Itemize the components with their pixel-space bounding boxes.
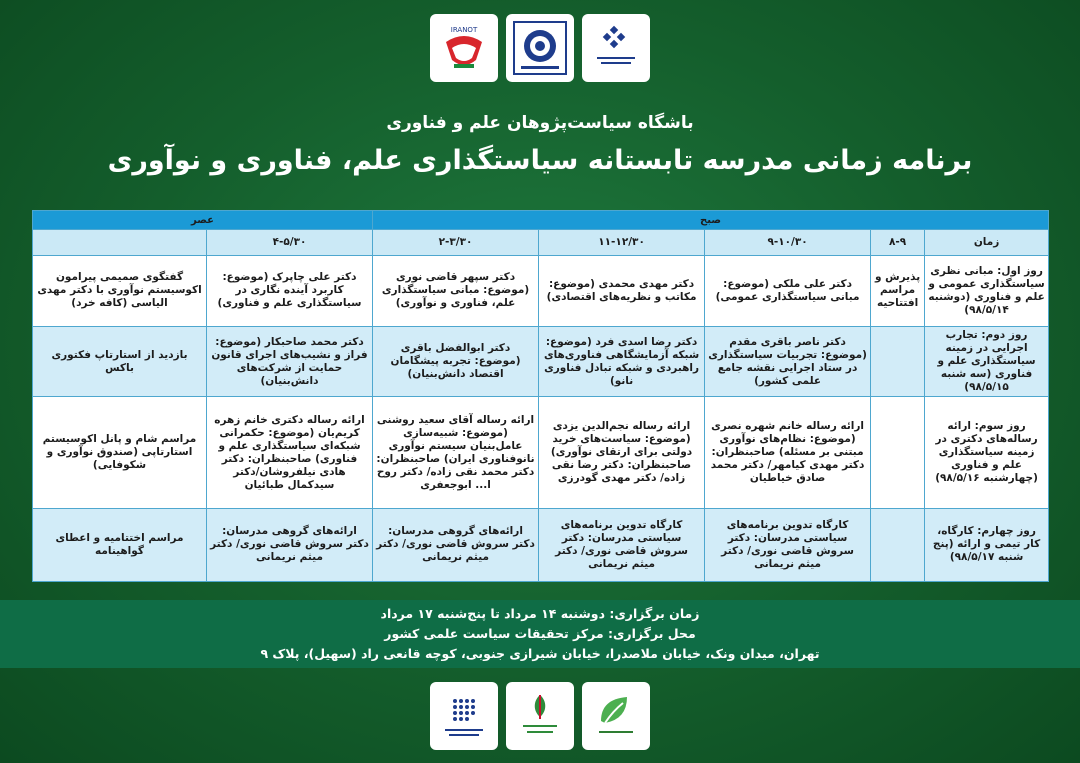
- session-cell: بازدید از استارتاپ فکتوری باکس: [33, 326, 207, 397]
- leaf-emblem-icon: [587, 687, 645, 745]
- bottom-logo-row: [0, 682, 1080, 750]
- table-row: [33, 508, 1049, 581]
- time-header-label: زمان: [925, 230, 1049, 255]
- session-cell: ارائه رساله خانم شهره نصری (موضوع: نظام‌های نوآوری مبتنی بر مسئله) صاحبنظران: دکتر مهدی کیامهر/ دکتر محمد صادق خیاطیان: [705, 397, 871, 509]
- time-slot: ۲-۳/۳۰: [373, 230, 539, 255]
- table-row: [33, 397, 1049, 509]
- session-cell: ارائه رساله نجم‌الدین یزدی (موضوع: سیاست‌های خرید دولتی برای ارتقای نوآوری) صاحبنظران: دکتر رضا نقی زاده/ دکتر مهدی گودرزی: [539, 397, 705, 509]
- session-cell: دکتر علی چاپرک (موضوع: کاربرد آینده نگاری در سیاستگذاری علم و فناوری): [207, 255, 373, 326]
- event-info-band: [0, 600, 1080, 668]
- iran-emblem-icon: [511, 687, 569, 745]
- gear-emblem-icon: [511, 19, 569, 77]
- top-logo-row: [0, 14, 1080, 82]
- session-cell: ارائه‌های گروهی مدرسان: دکتر سروش قاضی نوری/ دکتر میثم نریمانی: [373, 508, 539, 581]
- event-venue: محل برگزاری: مرکز تحقیقات سیاست علمی کشور: [384, 626, 696, 641]
- session-cell: کارگاه تدوین برنامه‌های سیاستی مدرسان: دکتر سروش قاضی نوری/ دکتر میثم نریمانی: [705, 508, 871, 581]
- time-slot: ۸-۹: [871, 230, 925, 255]
- club-title: باشگاه سیاست‌پژوهان علم و فناوری: [386, 113, 694, 133]
- period-afternoon: عصر: [33, 211, 373, 230]
- event-time: زمان برگزاری: دوشنبه ۱۴ مرداد تا پنج‌شنبه ۱۷ مرداد: [380, 606, 700, 621]
- time-slot: ۹-۱۰/۳۰: [705, 230, 871, 255]
- day-label: روز دوم: تجارب اجرایی در زمینه سیاستگذاری علم و فناوری (سه شنبه ۹۸/۵/۱۵): [925, 326, 1049, 397]
- session-cell: دکتر سپهر قاضی نوری (موضوع: مبانی سیاستگذاری علم، فناوری و نوآوری): [373, 255, 539, 326]
- session-cell: دکتر محمد صاحبکار (موضوع: فراز و نشیب‌های اجرای قانون حمایت از شرکت‌های دانش‌بنیان): [207, 326, 373, 397]
- vice-presidency-logo: [506, 682, 574, 750]
- empty-cell: [871, 508, 925, 581]
- session-cell: دکتر ابوالفضل باقری (موضوع: تجربه پیشگامان اقتصاد دانش‌بنیان): [373, 326, 539, 397]
- diamond-pattern-icon: [587, 19, 645, 77]
- innovation-fund-logo: [582, 682, 650, 750]
- session-cell: مراسم شام و پانل اکوسیستم استارتاپی (صندوق نوآوری و شکوفایی): [33, 397, 207, 509]
- times-header-row: [33, 230, 1049, 255]
- session-cell: کارگاه تدوین برنامه‌های سیاستی مدرسان: دکتر سروش قاضی نوری/ دکتر میثم نریمانی: [539, 508, 705, 581]
- empty-cell: [871, 326, 925, 397]
- time-slot: ۴-۵/۳۰: [207, 230, 373, 255]
- session-cell: دکتر مهدی محمدی (موضوع: مکاتب و نظریه‌های اقتصادی): [539, 255, 705, 326]
- schedule-table: [32, 210, 1049, 582]
- iranot-logo: [430, 14, 498, 82]
- svg-text:IRANOT: IRANOT: [450, 26, 478, 34]
- period-morning: صبح: [373, 211, 1049, 230]
- time-slot: [33, 230, 207, 255]
- session-cell: دکتر رضا اسدی فرد (موضوع: شبکه آزمایشگاهی فناوری‌های راهبردی و شبکه تبادل فناوری نانو): [539, 326, 705, 397]
- ict-ministry-logo: [430, 682, 498, 750]
- event-address: تهران، میدان ونک، خیابان ملاصدرا، خیابان شیرازی جنوبی، کوچه قانعی راد (سهیل)، پلاک ۹: [260, 646, 820, 661]
- period-header-row: [33, 211, 1049, 230]
- iranot-emblem-icon: [436, 20, 492, 76]
- day-label: روز چهارم: کارگاه، کار تیمی و ارائه (پنج شنبه ۹۸/۵/۱۷): [925, 508, 1049, 581]
- empty-cell: [871, 397, 925, 509]
- research-institute-logo: [506, 14, 574, 82]
- time-slot: ۱۱-۱۲/۳۰: [539, 230, 705, 255]
- session-cell: دکتر علی ملکی (موضوع: مبانی سیاستگذاری عمومی): [705, 255, 871, 326]
- day-label: روز سوم: ارائه رساله‌های دکتری در زمینه سیاستگذاری علم و فناوری (چهارشنبه ۹۸/۵/۱۶): [925, 397, 1049, 509]
- session-cell: ارائه رساله آقای سعید روشنی (موضوع: شبیه‌سازی عامل‌بنیان سیستم نوآوری نانوفناوری ایران) صاحبنظران: دکتر محمد نقی زاده/ دکتر روح ا... ابوجعفری: [373, 397, 539, 509]
- session-cell: گفتگوی صمیمی پیرامون اکوسیستم نوآوری با دکتر مهدی الیاسی (کافه خرد): [33, 255, 207, 326]
- main-title: برنامه زمانی مدرسه تابستانه سیاستگذاری علم، فناوری و نوآوری: [107, 145, 973, 176]
- table-row: [33, 255, 1049, 326]
- nrisp-logo: [582, 14, 650, 82]
- opening-cell: پذیرش و مراسم افتتاحیه: [871, 255, 925, 326]
- session-cell: دکتر ناصر باقری مقدم (موضوع: تجربیات سیاستگذاری در ستاد اجرایی نقشه جامع علمی کشور): [705, 326, 871, 397]
- table-row: [33, 326, 1049, 397]
- day-label: روز اول: مبانی نظری سیاستگذاری عمومی و علم و فناوری (دوشنبه ۹۸/۵/۱۴): [925, 255, 1049, 326]
- session-cell: ارائه رساله دکتری خانم زهره کریم‌یان (موضوع: حکمرانی شبکه‌ای سیاستگذاری علم و فناوری) صاحبنظران: دکتر هادی نیلفروشان/دکتر سیدکمال طبائیان: [207, 397, 373, 509]
- session-cell: ارائه‌های گروهی مدرسان: دکتر سروش قاضی نوری/ دکتر میثم نریمانی: [207, 508, 373, 581]
- session-cell: مراسم اختتامیه و اعطای گواهینامه: [33, 508, 207, 581]
- dots-emblem-icon: [435, 687, 493, 745]
